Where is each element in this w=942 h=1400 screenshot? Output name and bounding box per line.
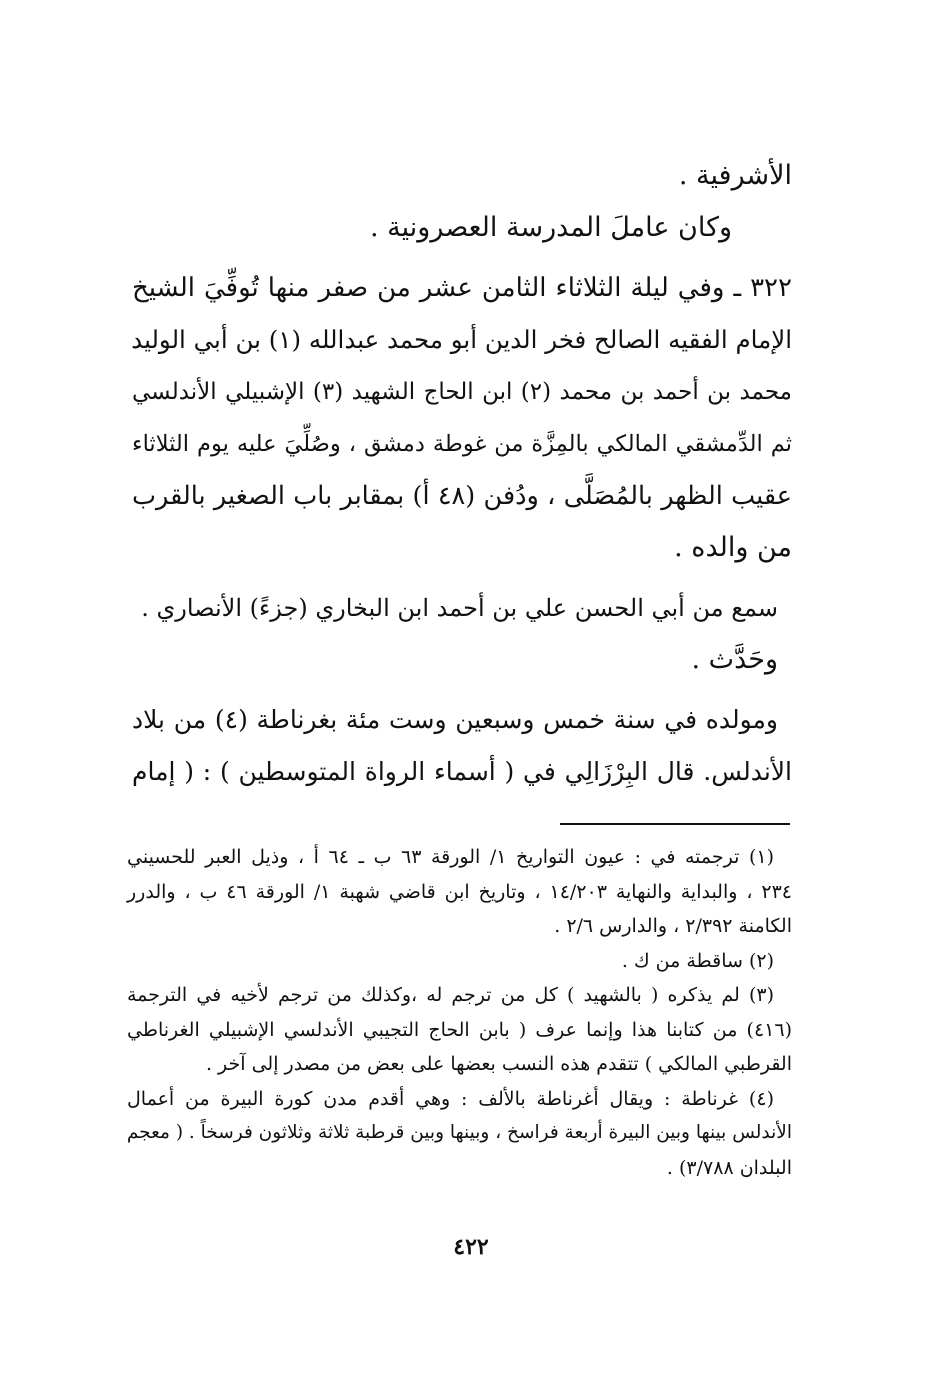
main-text-block xyxy=(132,150,792,798)
text-line: الأشرفية . xyxy=(678,160,792,191)
text-line: الإمام الفقيه الصالح فخر الدين أبو محمد عبدالله (١) بن أبي الوليد xyxy=(131,325,792,354)
footnotes-block xyxy=(127,840,792,1185)
footnote-line: (١) ترجمته في : عيون التواريخ ١/ الورقة ٦٣ ب ـ ٦٤ أ ، وذيل العبر للحسيني xyxy=(127,846,775,868)
text-line: وحَدَّث . xyxy=(691,644,778,675)
footnote-line: (٤) غرناطة : ويقال أغرناطة بالألف : وهي أقدم مدن كورة البيرة من أعمال xyxy=(127,1087,774,1110)
footnote-line: (٣) لم يذكره ( بالشهيد ) كل من ترجم له ،وكذلك من ترجم لأخيه في الترجمة xyxy=(127,984,774,1006)
footnote-line: القرطبي المالكي ) تتقدم هذه النسب بعضها على بعض من مصدر إلى آخر . xyxy=(205,1053,792,1075)
text-line: من والده . xyxy=(674,532,792,563)
footnote-line: الأندلس بينها وبين البيرة أربعة فراسخ ، وبينها وبين قرطبة ثلاثة وثلاثون فرسخاً . ( معجم xyxy=(126,1122,792,1143)
page-number: ٤٢٢ xyxy=(453,1234,489,1260)
text-line: سمع من أبي الحسن علي بن أحمد ابن البخاري (جزءً) الأنصاري . xyxy=(141,594,778,622)
entry-heading-line: ٣٢٢ ـ وفي ليلة الثلاثاء الثامن عشر من صفر منها تُوفِّيَ الشيخ xyxy=(132,273,792,303)
footnote-line: (٤١٦) من كتابنا هذا وإنما عرف ( بابن الحاج التجيبي الأندلسي الإشبيلي الغرناطي xyxy=(127,1018,792,1041)
footnote-line: (٢) ساقطة من ك . xyxy=(621,949,774,972)
footnote-line: ٢٣٤ ، والبداية والنهاية ١٤/٢٠٣ ، وتاريخ ابن قاضي شهبة ١/ الورقة ٤٦ ب ، والدرر xyxy=(127,880,792,903)
text-line: محمد بن أحمد بن محمد (٢) ابن الحاج الشهيد (٣) الإشبيلي الأندلسي xyxy=(132,379,792,405)
footnote-line: البلدان ٣/٧٨٨) . xyxy=(666,1156,792,1179)
footnote-line: الكامنة ٢/٣٩٢ ، والدارس ٢/٦ . xyxy=(554,915,792,937)
text-line: ثم الدِّمشقي المالكي بالمِزَّة من غوطة دمشق ، وصُلِّيَ عليه يوم الثلاثاء xyxy=(132,431,792,457)
text-line: ومولده في سنة خمس وسبعين وست مئة بغرناطة (٤) من بلاد xyxy=(132,705,779,734)
text-line: عقيب الظهر بالمُصَلَّى ، ودُفن (٤٨ أ) بمقابر باب الصغير بالقرب xyxy=(132,481,792,511)
text-line: وكان عاملَ المدرسة العصرونية . xyxy=(370,212,732,243)
footnote-divider xyxy=(560,823,790,825)
text-line: الأندلس. قال البِرْزَالِي في ( أسماء الرواة المتوسطين ) : ( إمام xyxy=(132,757,792,786)
